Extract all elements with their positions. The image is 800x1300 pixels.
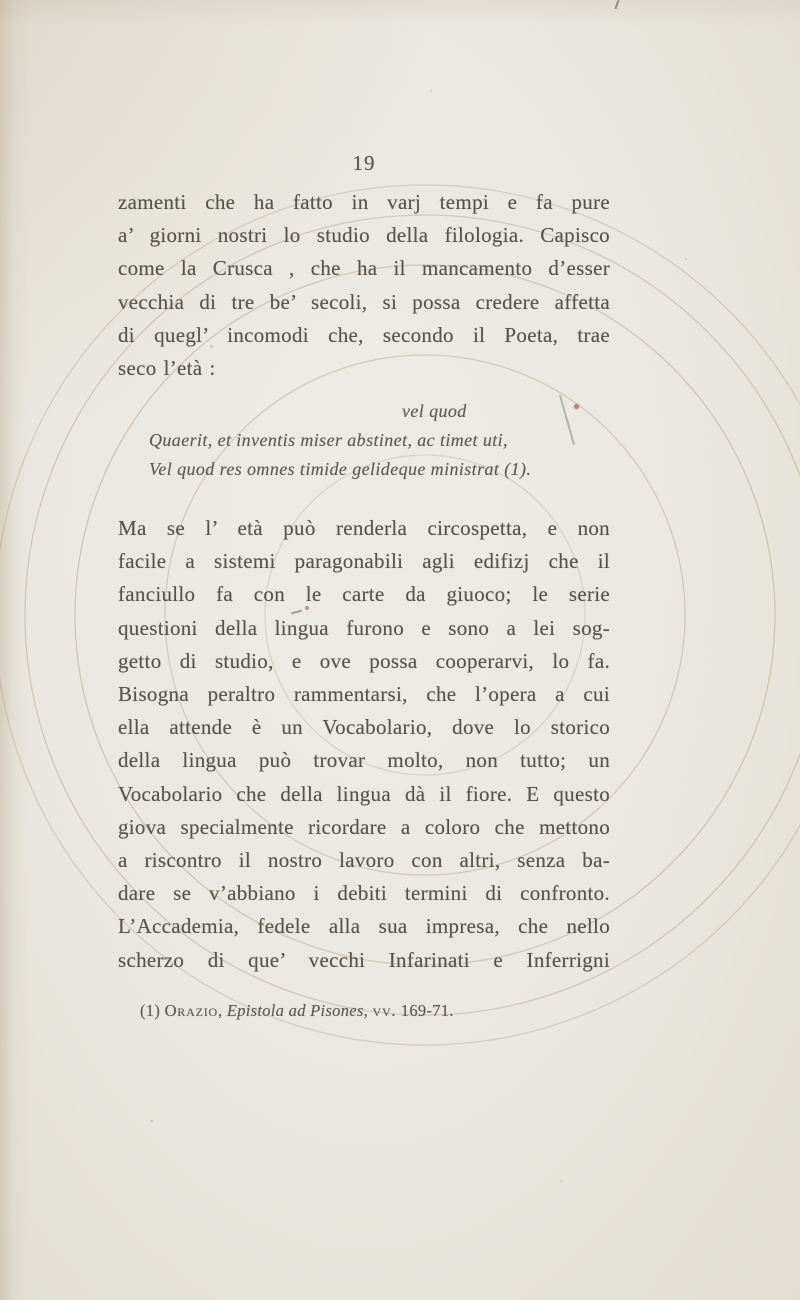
text-line: Bisogna peraltro rammentarsi, che l’opera a cui (118, 682, 610, 707)
text-line: a’ giorni nostri lo studio della filologia. Capisco (118, 223, 610, 248)
paper-grain (150, 1120, 153, 1122)
paragraph-1 (118, 186, 610, 385)
text-line: questioni della lingua furono e sono a lei sog- (118, 615, 610, 640)
footnote-author: Orazio (164, 1001, 218, 1020)
text-line: seco l’età : (118, 356, 216, 381)
footnote-separator: , (363, 1001, 373, 1020)
text-line: dare se v’abbiano i debiti termini di confronto. (118, 881, 610, 906)
text-line: di quegl’ incomodi che, secondo il Poeta, trae (118, 322, 610, 347)
footnote (140, 1001, 610, 1021)
footnote-verse-label: vv. (372, 1001, 397, 1020)
text-line: a riscontro il nostro lavoro con altri, senza ba- (118, 848, 610, 873)
text-line: Ma se l’ età può renderla circospetta, e non (118, 516, 610, 540)
text-line: ella attende è un Vocabolario, dove lo storico (118, 715, 610, 740)
text-line: vecchia di tre be’ secoli, si possa credere affetta (118, 289, 610, 314)
footnote-work-title: Epistola ad Pisones (226, 1001, 364, 1020)
text-line: come la Crusca , che ha il mancamento d’esser (118, 256, 610, 281)
footnote-verse-numbers: 169-71. (396, 1001, 454, 1020)
latin-verse-quote (118, 397, 610, 484)
page-number: 19 (352, 151, 376, 175)
paper-grain (430, 90, 432, 92)
verse-line: Quaerit, et inventis miser abstinet, ac timet uti, (149, 430, 508, 450)
verse-line: vel quod (402, 401, 467, 421)
paragraph-2 (118, 512, 610, 977)
paper-grain (560, 1180, 562, 1182)
footnote-separator: , (217, 1001, 227, 1020)
footnote-marker: (1) (140, 1001, 165, 1020)
text-line: fanciullo fa con le carte da giuoco; le serie (118, 582, 610, 607)
text-line: facile a sistemi paragonabili agli edifizj che il (118, 549, 610, 574)
text-line: Vocabolario che della lingua dà il fiore. E questo (118, 781, 610, 806)
paper-grain (685, 258, 687, 260)
text-line: scherzo di que’ vecchi Infarinati e Inferrigni (118, 947, 610, 972)
top-edge-mark (615, 0, 620, 9)
text-line: getto di studio, e ove possa cooperarvi, lo fa. (118, 648, 610, 673)
text-line: L’Accademia, fedele alla sua impresa, che nello (118, 914, 610, 939)
text-line: giova specialmente ricordare a coloro che mettono (118, 814, 610, 839)
text-line: zamenti che ha fatto in varj tempi e fa pure (118, 190, 610, 214)
verse-line: Vel quod res omnes timide gelideque ministrat (1). (149, 459, 532, 479)
text-line: della lingua può trovar molto, non tutto; un (118, 748, 610, 773)
